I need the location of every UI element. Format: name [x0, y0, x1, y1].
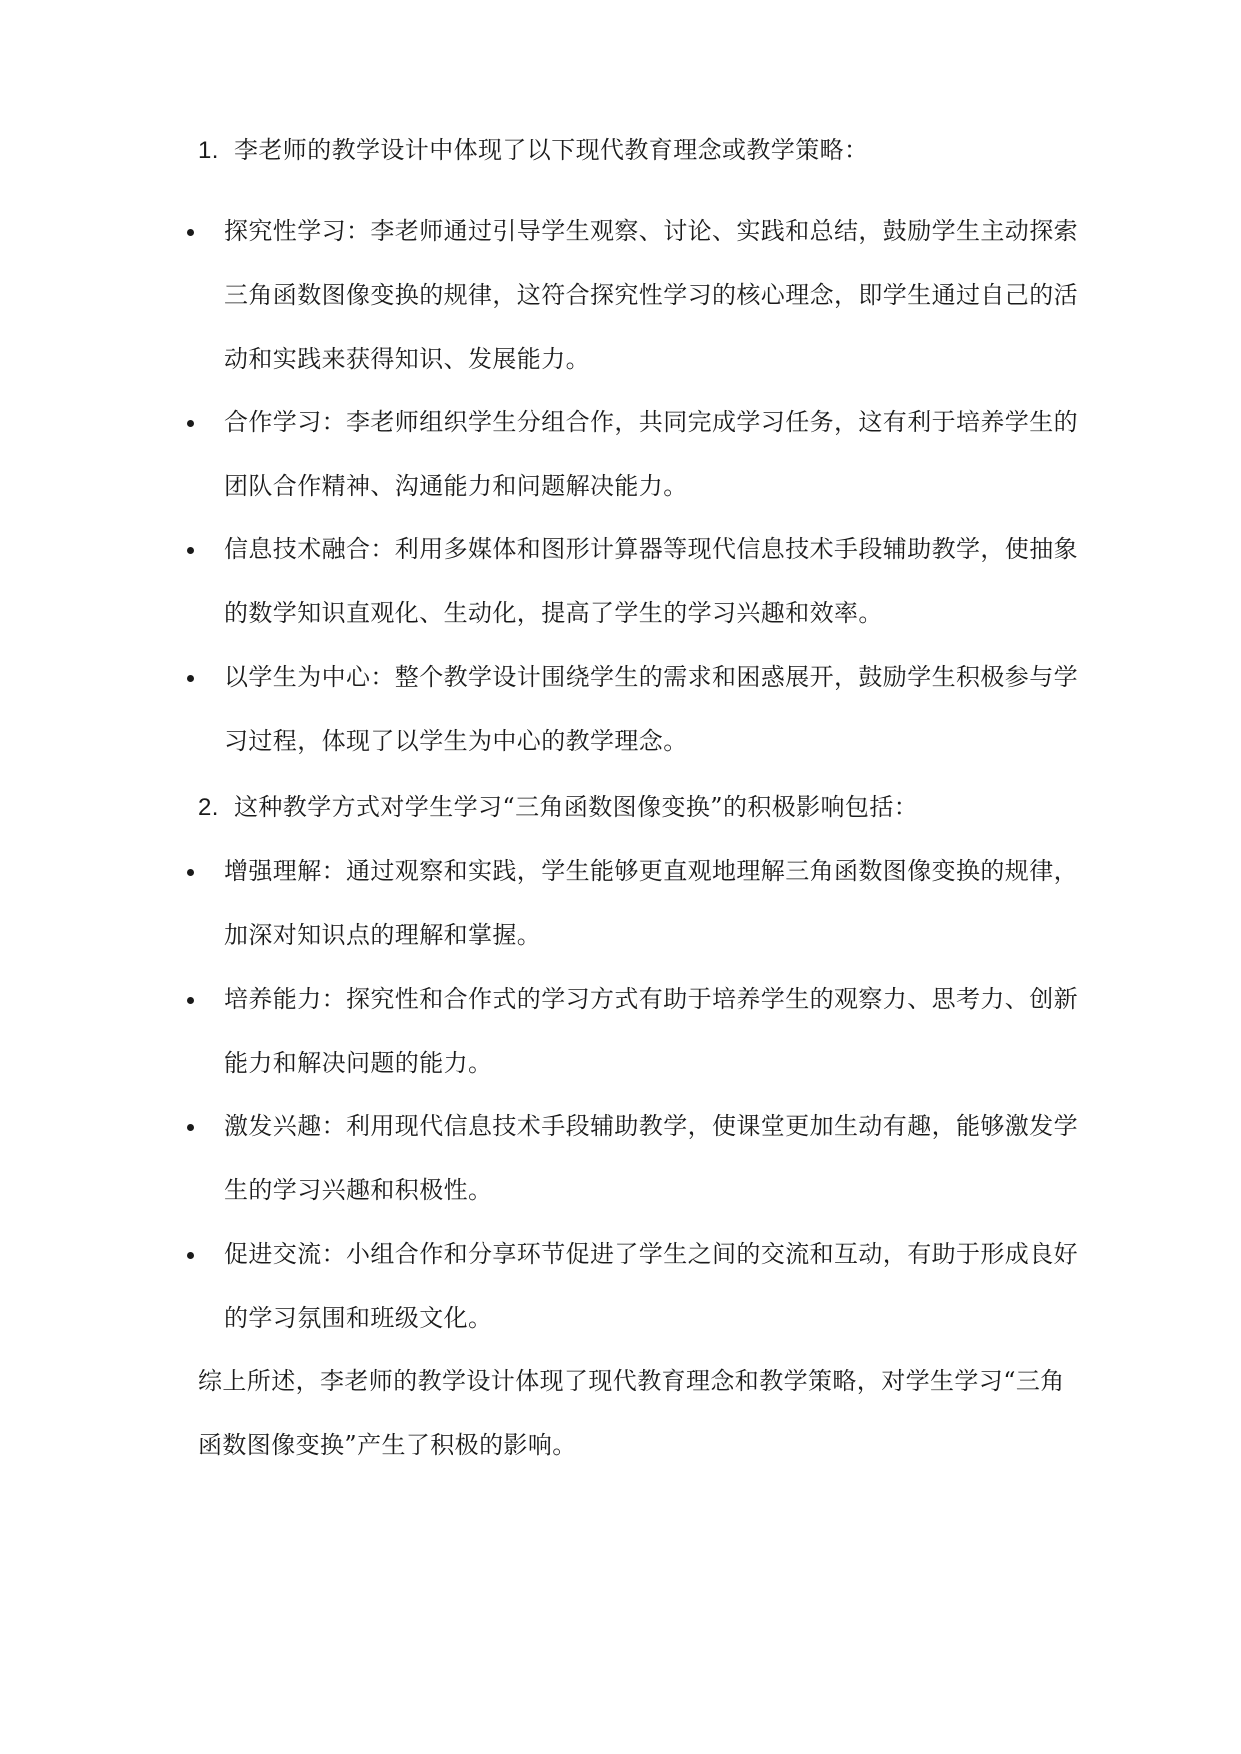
- section-2-item-3-line-1: 激发兴趣：利用现代信息技术手段辅助教学，使课堂更加生动有趣，能够激发学: [224, 1112, 1078, 1140]
- section-2-item-2-line-2: 能力和解决问题的能力。: [224, 1049, 493, 1077]
- bullet-icon: [187, 675, 194, 682]
- section-2-item-4-line-1: 促进交流：小组合作和分享环节促进了学生之间的交流和互动，有助于形成良好: [224, 1240, 1078, 1268]
- section-2-item-3-line-2: 生的学习兴趣和积极性。: [224, 1176, 493, 1204]
- section-1-item-1-line-3: 动和实践来获得知识、发展能力。: [224, 345, 590, 373]
- bullet-icon: [187, 229, 194, 236]
- section-2-item-4-line-2: 的学习氛围和班级文化。: [224, 1304, 493, 1332]
- bullet-icon: [187, 1124, 194, 1131]
- section-1-heading-text: 李老师的教学设计中体现了以下现代教育理念或教学策略：: [234, 136, 869, 164]
- section-1-heading: [198, 135, 868, 166]
- bullet-icon: [187, 997, 194, 1004]
- section-1-item-3-line-2: 的数学知识直观化、生动化，提高了学生的学习兴趣和效率。: [224, 599, 883, 627]
- section-2-heading: [198, 792, 918, 823]
- section-1-item-2-line-1: 合作学习：李老师组织学生分组合作，共同完成学习任务，这有利于培养学生的: [224, 408, 1078, 436]
- bullet-icon: [187, 547, 194, 554]
- section-1-item-1-line-2: 三角函数图像变换的规律，这符合探究性学习的核心理念，即学生通过自己的活: [224, 281, 1078, 309]
- section-2-item-1-line-2: 加深对知识点的理解和掌握。: [224, 921, 542, 949]
- section-1-item-2-line-2: 团队合作精神、沟通能力和问题解决能力。: [224, 472, 688, 500]
- section-1-number: 1.: [198, 137, 219, 164]
- section-1-item-1-line-1: 探究性学习：李老师通过引导学生观察、讨论、实践和总结，鼓励学生主动探索: [224, 217, 1078, 245]
- section-1-item-4-line-1: 以学生为中心：整个教学设计围绕学生的需求和困惑展开，鼓励学生积极参与学: [224, 663, 1078, 691]
- bullet-icon: [187, 420, 194, 427]
- bullet-icon: [187, 869, 194, 876]
- section-2-item-1-line-1: 增强理解：通过观察和实践，学生能够更直观地理解三角函数图像变换的规律，: [224, 857, 1078, 885]
- conclusion-line-2: 函数图像变换”产生了积极的影响。: [198, 1431, 577, 1459]
- section-2-item-2-line-1: 培养能力：探究性和合作式的学习方式有助于培养学生的观察力、思考力、创新: [224, 985, 1078, 1013]
- section-2-number: 2.: [198, 794, 219, 821]
- bullet-icon: [187, 1252, 194, 1259]
- conclusion-line-1: 综上所述，李老师的教学设计体现了现代教育理念和教学策略，对学生学习“三角: [198, 1367, 1065, 1395]
- section-2-heading-text: 这种教学方式对学生学习“三角函数图像变换”的积极影响包括：: [234, 793, 919, 821]
- section-1-item-3-line-1: 信息技术融合：利用多媒体和图形计算器等现代信息技术手段辅助教学，使抽象: [224, 535, 1078, 563]
- section-1-item-4-line-2: 习过程，体现了以学生为中心的教学理念。: [224, 727, 688, 755]
